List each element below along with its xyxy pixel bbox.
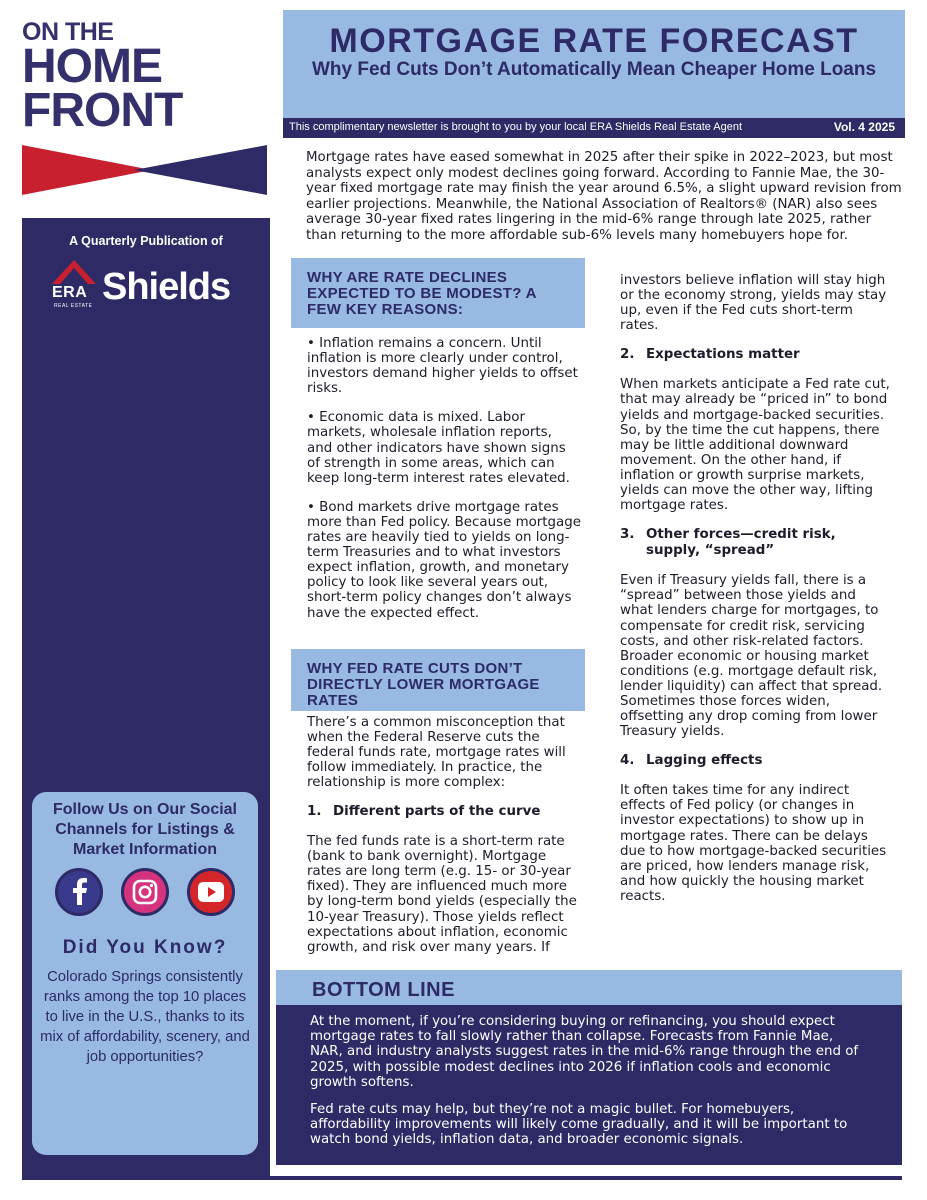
point-body: When markets anticipate a Fed rate cut, that may already be “priced in” to bond yields and mortgage-backed securities. So, by the time the cut happens, there may be little additional downward movement. On the other hand, if inflation or growth surprise markets, yields can move the other way, lifting mortgage rates. <box>620 377 890 514</box>
point-heading <box>307 804 581 820</box>
masthead-bowtie-graphic <box>22 145 267 195</box>
point-body: It often takes time for any indirect effects of Fed policy (or changes in investor expectations) to show up in mortgage rates. There can be delays due to how mortgage-backed securities are priced, how lenders manage risk, and how quickly the housing market reacts. <box>620 783 887 904</box>
fed-cuts-content <box>291 715 585 955</box>
point-title: Expectations matter <box>646 347 800 363</box>
masthead <box>22 20 267 135</box>
continued-text: investors believe inflation will stay high or the economy strong, yields may stay up, even if the Fed cuts short-term rates. <box>620 273 887 334</box>
fed-cuts-intro: There’s a common misconception that when the Federal Reserve cuts the federal funds rate, mortgage rates will follow immediately. In practice, the relationship is more complex: <box>307 714 566 790</box>
youtube-icon[interactable] <box>187 868 235 916</box>
did-you-know-heading: Did You Know? <box>62 937 228 958</box>
list-item: • Economic data is mixed. Labor markets, wholesale inflation reports, and other indicators have shown signs of strength in some areas, which can keep long-term interest rates elevated. <box>307 410 570 486</box>
point-body: Even if Treasury yields fall, there is a “spread” between those yields and what lenders charge for mortgages, to compensate for credit risk, servicing costs, and other risk-related factors. Broader economic or housing market conditions (e.g. mortgage default risk, lender liquidity) can affect that spread. Sometimes those forces widen, offsetting any drop coming from lower Treasury yields. <box>620 573 883 740</box>
social-panel <box>32 792 258 1155</box>
point-heading <box>620 347 892 363</box>
masthead-line-1: ON THE <box>22 18 114 46</box>
sidebar-tagline: A Quarterly Publication of <box>69 234 223 248</box>
section-heading-rate-declines: WHY ARE RATE DECLINES EXPECTED TO BE MODEST? A FEW KEY REASONS: <box>291 258 585 328</box>
page-subtitle: Why Fed Cuts Don’t Automatically Mean Cheaper Home Loans <box>311 59 877 80</box>
era-house-icon <box>50 256 100 286</box>
point-body: The fed funds rate is a short-term rate (bank to bank overnight). Mortgage rates are long term (e.g. 15- or 30-year fixed). They are influenced much more by long-term bond yields (especially the 10-year Treasury). Those yields reflect expectations about inflation, economic growth, and risk over many years. If <box>307 834 577 955</box>
bottom-line-paragraph: Fed rate cuts may help, but they’re not a magic bullet. For homebuyers, affordability improvements will likely come gradually, and it will be important to watch bond yields, inflation data, and broader economic signals. <box>310 1102 848 1148</box>
point-title: Lagging effects <box>646 753 763 769</box>
header-banner <box>283 10 905 118</box>
point-heading <box>620 527 892 559</box>
masthead-line-3: FRONT <box>22 84 183 137</box>
right-column <box>620 273 892 904</box>
bottom-line-box <box>276 970 902 1165</box>
point-number: 2. <box>620 347 635 363</box>
bottom-line-heading: BOTTOM LINE <box>312 979 455 1001</box>
sidebar <box>22 218 270 1176</box>
point-number: 3. <box>620 527 635 543</box>
header-strip <box>283 118 905 138</box>
volume-label: Vol. 4 2025 <box>833 120 895 134</box>
point-number: 1. <box>307 804 322 820</box>
reasons-list <box>291 336 585 621</box>
newsletter-note: This complimentary newsletter is brought to you by your local ERA Shields Real Estate Agent <box>289 121 743 133</box>
instagram-icon[interactable] <box>121 868 169 916</box>
list-item: • Inflation remains a concern. Until inflation is more clearly under control, investors demand higher yields to offset risks. <box>307 336 578 397</box>
social-icons <box>32 868 258 916</box>
did-you-know-body: Colorado Springs consistently ranks among the top 10 places to live in the U.S., thanks to its mix of affordability, scenery, and job opportunities? <box>40 969 250 1065</box>
bottom-line-paragraph: At the moment, if you’re considering buying or refinancing, you should expect mortgage rates to fall slowly rather than collapse. Forecasts from Fannie Mae, NAR, and industry analysts suggest rates in the mid-6% range through the end of 2025, with possible modest declines into 2026 if inflation cools and economic growth softens. <box>310 1014 859 1090</box>
point-number: 4. <box>620 753 635 769</box>
section-heading-fed-cuts: WHY FED RATE CUTS DON’T DIRECTLY LOWER MORTGAGE RATES <box>291 649 585 711</box>
point-title: Different parts of the curve <box>333 804 541 820</box>
era-shields-logo <box>50 256 250 316</box>
logo-era-text: ERA <box>52 284 88 301</box>
logo-shields-text: Shields <box>102 266 231 308</box>
intro-paragraph: Mortgage rates have eased somewhat in 2025 after their spike in 2022–2023, but most analysts expect only modest declines going forward. According to Fannie Mae, the 30-year fixed mortgage rate may finish the year around 6.5%, a slight upward revision from earlier projections. Meanwhile, the National Association of Realtors® (NAR) also sees average 30-year fixed rates lingering in the mid-6% range through late 2025, rather than returning to the more affordable sub-6% levels many homebuyers hope for. <box>306 150 902 243</box>
list-item: • Bond markets drive mortgage rates more than Fed policy. Because mortgage rates are heavily tied to yields on long-term Treasuries and to what investors expect inflation, growth, and monetary policy to look like several years out, short-term policy changes don’t always have the expected effect. <box>307 499 582 621</box>
facebook-icon[interactable] <box>55 868 103 916</box>
left-column <box>291 258 585 955</box>
masthead-line-2: HOME <box>22 40 162 93</box>
bottom-line-header <box>276 970 902 1005</box>
page-title: MORTGAGE RATE FORECAST <box>329 22 859 60</box>
point-heading <box>620 753 892 769</box>
point-title: Other forces—credit risk, supply, “spread” <box>646 527 836 559</box>
social-heading: Follow Us on Our Social Channels for Listings & Market Information <box>52 801 237 858</box>
logo-real-estate-text: REAL ESTATE <box>54 303 93 309</box>
footer-divider <box>22 1176 902 1180</box>
